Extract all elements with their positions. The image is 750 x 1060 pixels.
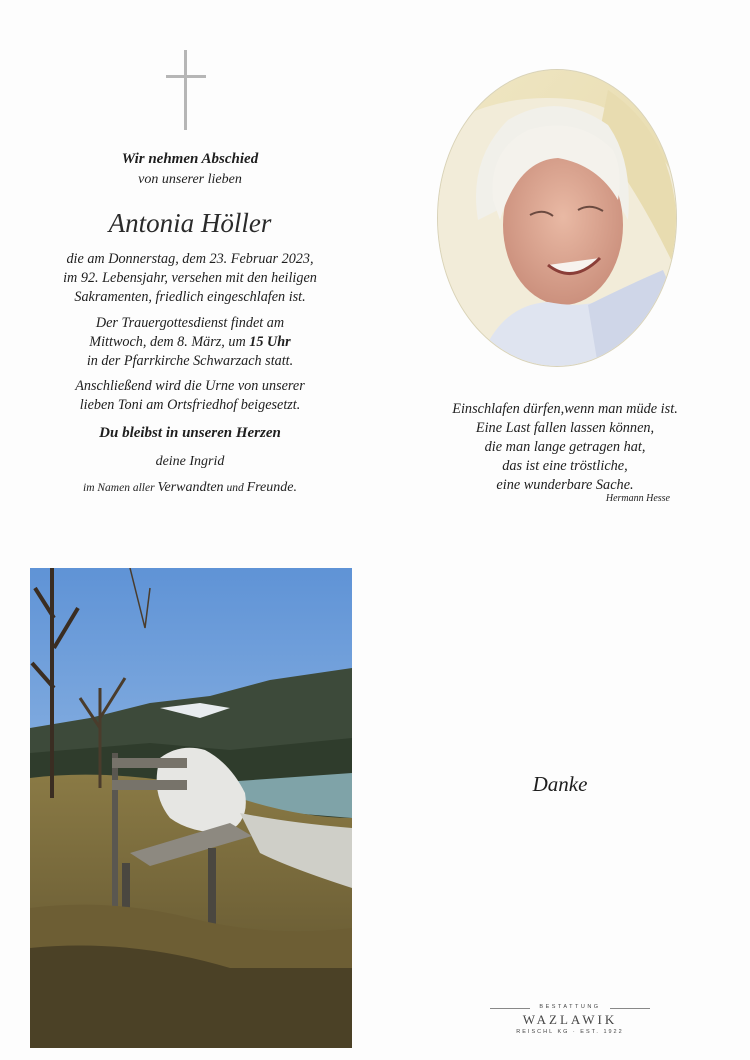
service-line: Der Trauergottesdienst findet am	[95, 315, 285, 331]
poem-line: das ist eine tröstliche,	[502, 458, 628, 474]
poem	[420, 400, 710, 495]
poem-author: Hermann Hesse	[605, 493, 670, 504]
death-line: Sakramenten, friedlich eingeschlafen ist.	[74, 289, 306, 305]
service-line	[30, 333, 350, 352]
family-line	[30, 479, 350, 497]
closing-line: Du bleibst in unseren Herzen	[99, 425, 281, 441]
death-paragraph	[30, 250, 350, 307]
bench-landscape-photo	[30, 568, 352, 1048]
death-line: im 92. Lebensjahr, versehen mit den heiligen	[63, 270, 317, 286]
logo-top: BESTATTUNG	[539, 1004, 601, 1010]
family-text: im Namen aller	[83, 482, 158, 494]
deceased-name: Antonia Höller	[108, 208, 272, 238]
service-paragraph	[30, 314, 350, 371]
family-text: Freunde.	[246, 480, 297, 495]
poem-line: Einschlafen dürfen,wenn man müde ist.	[452, 401, 678, 417]
service-date: Mittwoch, dem 8. März, um	[89, 334, 250, 350]
burial-paragraph	[30, 377, 350, 415]
logo-name: WAZLAWIK	[522, 1012, 618, 1027]
death-line: die am Donnerstag, dem 23. Februar 2023,	[66, 251, 314, 267]
family-text: und	[223, 482, 247, 494]
service-time: 15 Uhr	[249, 334, 291, 350]
service-line: in der Pfarrkirche Schwarzach statt.	[86, 353, 294, 369]
heading: Wir nehmen Abschied	[121, 151, 259, 167]
family-text: Verwandten	[157, 480, 224, 495]
subheading: von unserer lieben	[138, 172, 242, 187]
poem-line: eine wunderbare Sache.	[496, 477, 634, 493]
cross-icon	[166, 50, 206, 130]
portrait-photo	[438, 70, 676, 366]
from-line: deine Ingrid	[155, 454, 225, 469]
poem-line: die man lange getragen hat,	[484, 439, 646, 455]
burial-line: lieben Toni am Ortsfriedhof beigesetzt.	[79, 397, 301, 413]
thanks-text: Danke	[532, 772, 588, 796]
logo-bottom: REISCHL KG · EST. 1922	[516, 1029, 624, 1035]
burial-line: Anschließend wird die Urne von unserer	[75, 378, 305, 394]
poem-line: Eine Last fallen lassen können,	[475, 420, 655, 436]
funeral-home-logo	[490, 1004, 650, 1035]
